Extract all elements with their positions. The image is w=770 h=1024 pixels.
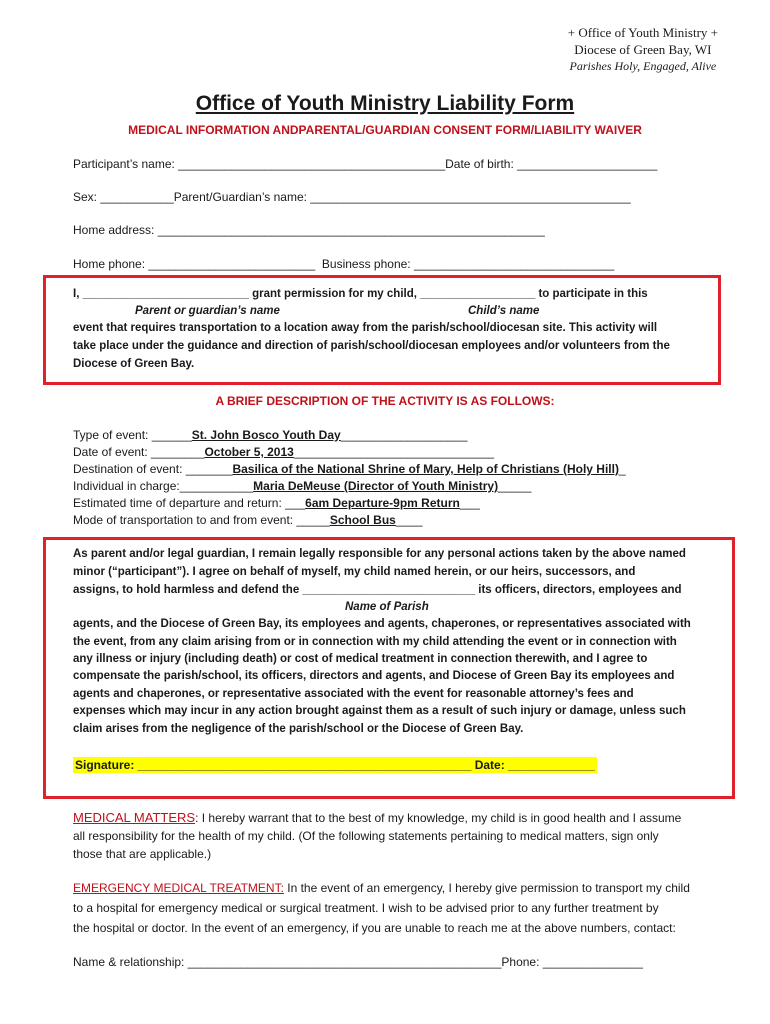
letterhead-diocese: Diocese of Green Bay, WI [574, 42, 712, 57]
event-date-value: October 5, 2013 [204, 445, 294, 459]
departure-return-row[interactable] [73, 496, 480, 510]
emergency-line-1 [73, 881, 690, 895]
home-address-field[interactable]: Home address: __________________________________________________________ [73, 223, 545, 237]
event-type-value: St. John Bosco Youth Day [191, 428, 341, 442]
letterhead [568, 24, 718, 75]
destination-label: Destination of event: _______ [73, 462, 233, 476]
emergency-contact-field[interactable]: Name & relationship: _______________________________________________Phone: _______________ [73, 955, 643, 969]
medical-matters-line-1 [73, 810, 681, 825]
in-charge-row[interactable] [73, 479, 531, 493]
permission-line-1[interactable]: I, __________________________ grant permission for my child, __________________ to participate in this [73, 288, 648, 300]
event-date-row[interactable] [73, 445, 494, 459]
destination-value: Basilica of the National Shrine of Mary, Help of Christians (Holy Hill) [232, 462, 619, 476]
parish-name-label: Name of Parish [345, 601, 429, 613]
medical-matters-line-2: all responsibility for the health of my child. (Of the following statements pertaining to medical matters, sign only [73, 829, 659, 843]
event-type-tail: ___________________ [340, 428, 468, 442]
waiver-line-9: expenses which may incur in any action brought against them as a result of such injury or damage, unless such [73, 705, 686, 717]
medical-matters-heading: MEDICAL MATTERS [73, 810, 196, 825]
departure-return-value: 6am Departure-9pm Return [305, 496, 460, 510]
permission-line-2: event that requires transportation to a location away from the parish/school/diocesan site. This activity will [73, 322, 658, 334]
letterhead-tagline: Parishes Holy, Engaged, Alive [569, 59, 717, 73]
destination-tail: _ [618, 462, 626, 476]
destination-row[interactable] [73, 462, 626, 476]
waiver-line-1: As parent and/or legal guardian, I remain legally responsible for any personal actions taken by the above named [73, 548, 686, 560]
letterhead-office: + Office of Youth Ministry + [567, 25, 718, 40]
transport-mode-tail: ____ [395, 513, 423, 527]
medical-matters-text-1: : I hereby warrant that to the best of my knowledge, my child is in good health and I assume [195, 811, 682, 825]
waiver-line-8: agents and chaperones, or representative associated with the event for reasonable attorney’s fees and [73, 688, 634, 700]
emergency-line-2: to a hospital for emergency medical or surgical treatment. I wish to be advised prior to any further treatment by [73, 901, 659, 915]
event-type-row[interactable] [73, 428, 467, 442]
participant-name-field[interactable]: Participant’s name: ________________________________________Date of birth: _____________________ [73, 157, 658, 171]
in-charge-label: Individual in charge:___________ [73, 479, 254, 493]
waiver-line-3[interactable]: assigns, to hold harmless and defend the ___________________________ its officers, directors, employees and [73, 584, 682, 596]
transport-mode-row[interactable] [73, 513, 423, 527]
page-title: Office of Youth Ministry Liability Form [195, 92, 575, 115]
parent-name-label: Parent or guardian’s name [135, 305, 280, 317]
waiver-line-7: compensate the parish/school, its officers, directors and agents, and Diocese of Green Bay its employees and [73, 670, 675, 682]
emergency-heading: EMERGENCY MEDICAL TREATMENT: [73, 881, 284, 895]
waiver-line-4: agents, and the Diocese of Green Bay, its employees and agents, chaperones, or representatives associated with [73, 618, 691, 630]
permission-line-4: Diocese of Green Bay. [73, 358, 195, 370]
medical-matters-line-3: those that are applicable.) [73, 847, 212, 861]
permission-line-3: take place under the guidance and direction of parish/school/diocesan employees and/or volunteers from the [73, 340, 670, 352]
waiver-line-2: minor (“participant”). I agree on behalf of myself, my child named herein, or our heirs, successors, and [73, 566, 636, 578]
event-type-label: Type of event: ______ [73, 428, 192, 442]
waiver-line-10: claim arises from the negligence of the parish/school or the Diocese of Green Bay. [73, 723, 524, 735]
transport-mode-value: School Bus [329, 513, 396, 527]
waiver-line-6: any illness or injury (including death) or cost of medical treatment in connection therewith, and I agree to [73, 653, 648, 665]
transport-mode-label: Mode of transportation to and from event: _____ [73, 513, 330, 527]
sex-guardian-field[interactable]: Sex: ___________Parent/Guardian’s name: ________________________________________________ [73, 190, 631, 204]
signature-date-field[interactable]: Signature: __________________________________________________ Date: _____________ [75, 758, 595, 772]
emergency-text-1: In the event of an emergency, I hereby give permission to transport my child [283, 881, 690, 895]
waiver-line-5: the event, from any claim arising from or in connection with my child attending the event or in connection with [73, 636, 677, 648]
emergency-line-3: the hospital or doctor. In the event of an emergency, if you are unable to reach me at the above numbers, contact: [73, 921, 676, 935]
activity-heading: A BRIEF DESCRIPTION OF THE ACTIVITY IS AS FOLLOWS: [215, 394, 555, 408]
event-date-label: Date of event: ________ [73, 445, 205, 459]
in-charge-value: Maria DeMeuse (Director of Youth Ministry) [253, 479, 499, 493]
phone-fields[interactable]: Home phone: _________________________ Business phone: ______________________________ [73, 257, 615, 271]
departure-return-label: Estimated time of departure and return: ___ [73, 496, 306, 510]
event-date-tail: ______________________________ [293, 445, 495, 459]
form-subtitle: MEDICAL INFORMATION ANDPARENTAL/GUARDIAN CONSENT FORM/LIABILITY WAIVER [128, 123, 642, 137]
departure-return-tail: ___ [459, 496, 480, 510]
child-name-label: Child’s name [468, 305, 540, 317]
in-charge-tail: _____ [498, 479, 532, 493]
